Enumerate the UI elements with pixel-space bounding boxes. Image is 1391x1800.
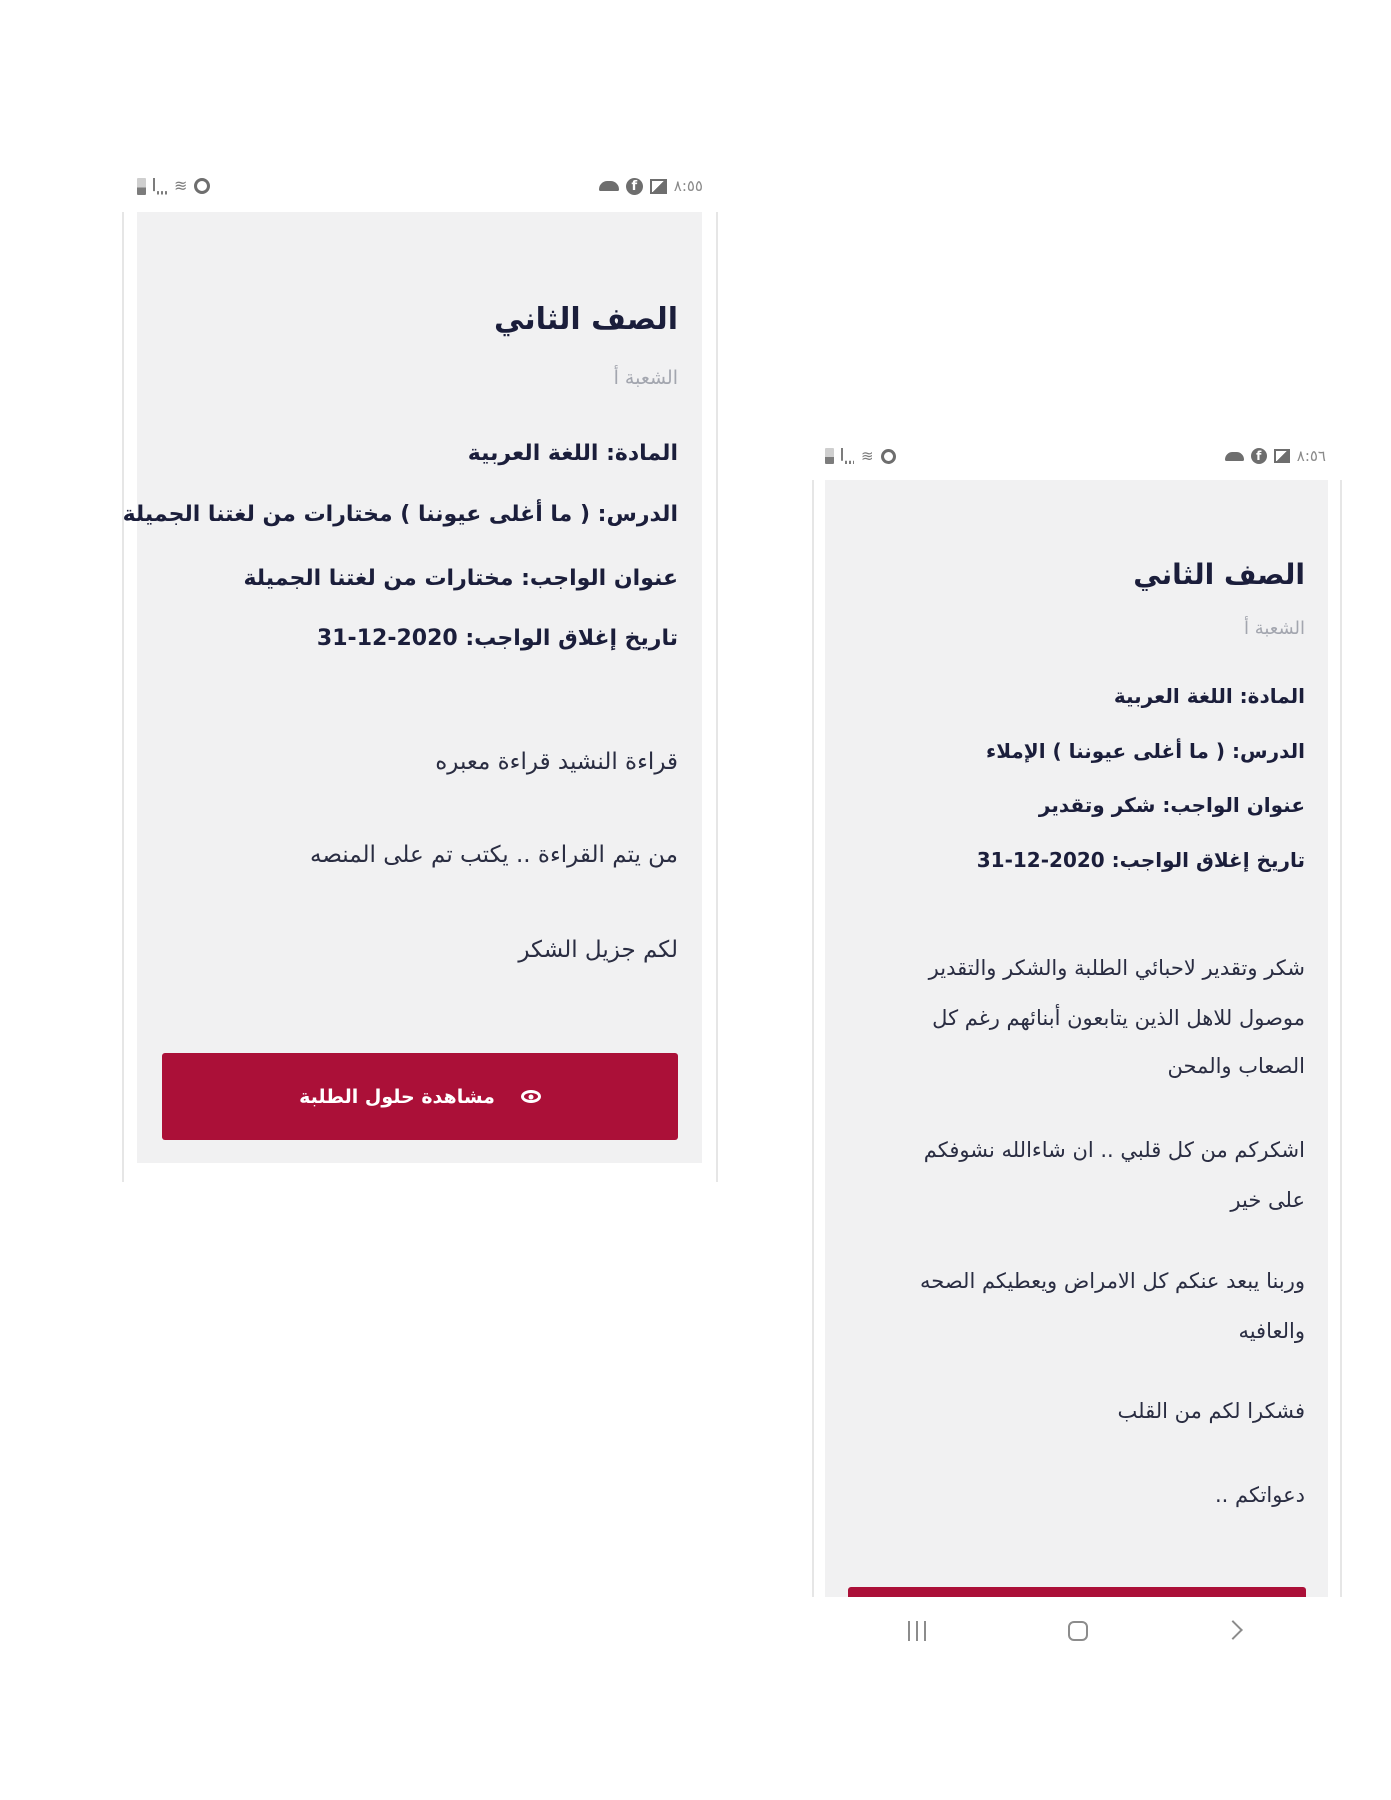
subject-field: المادة: اللغة العربية: [467, 441, 678, 466]
homework-body-line: الصعاب والمحن: [1167, 1054, 1305, 1078]
close-date-field: تاريخ إغلاق الواجب: 2020-12-31: [316, 626, 678, 651]
eye-icon: [521, 1090, 541, 1103]
homework-body-line: وربنا يبعد عنكم كل الامراض ويعطيكم الصحه: [920, 1269, 1305, 1293]
homework-body-line: شكر وتقدير لاحبائي الطلبة والشكر والتقدير: [928, 956, 1305, 980]
battery-icon: [825, 448, 834, 464]
close-date-field: تاريخ إغلاق الواجب: 2020-12-31: [976, 848, 1305, 872]
status-bar: [825, 444, 1326, 468]
alarm-icon: [881, 449, 896, 464]
left-frame-edge: [812, 480, 814, 1597]
homework-body-line: لكم جزيل الشكر: [518, 937, 678, 963]
gallery-icon: [650, 179, 667, 194]
homework-body-line: قراءة النشيد قراءة معبره: [435, 749, 678, 775]
homework-body-line: من يتم القراءة .. يكتب تم على المنصه: [309, 842, 678, 868]
battery-icon: [137, 178, 146, 195]
facebook-icon: f: [626, 178, 643, 195]
status-bar: [137, 174, 703, 198]
gallery-icon: [1274, 449, 1290, 463]
view-solutions-label: مشاهدة حلول الطلبة: [299, 1085, 495, 1108]
back-icon[interactable]: [1223, 1620, 1243, 1640]
cloud-icon: [1225, 452, 1244, 461]
home-icon[interactable]: [1068, 1621, 1088, 1641]
wifi-icon: ≋: [174, 176, 188, 195]
status-right-group: [599, 177, 703, 195]
view-student-solutions-button[interactable]: [162, 1053, 678, 1140]
signal-icon: [841, 448, 854, 464]
wifi-icon: ≋: [861, 446, 874, 465]
cloud-icon: [599, 181, 619, 191]
status-time: ٨:٥٥: [673, 177, 703, 195]
homework-body-line: فشكرا لكم من القلب: [1117, 1399, 1305, 1423]
status-left-group: [825, 448, 896, 464]
homework-card: [825, 480, 1328, 1597]
system-nav-bar: [812, 1597, 1342, 1667]
signal-icon: [153, 178, 167, 195]
recents-icon[interactable]: [908, 1621, 928, 1641]
homework-body-line: اشكركم من كل قلبي .. ان شاءالله نشوفكم: [923, 1138, 1305, 1162]
homework-body-line: على خير: [1230, 1188, 1305, 1212]
homework-body-line: والعافيه: [1238, 1319, 1305, 1343]
left-frame-edge: [122, 212, 124, 1182]
status-right-group: [1225, 447, 1326, 465]
section-label: الشعبة أ: [613, 367, 678, 389]
class-title: الصف الثاني: [1133, 558, 1305, 591]
right-frame-edge: [716, 212, 718, 1182]
view-student-solutions-button[interactable]: [848, 1587, 1306, 1597]
homework-card: [137, 212, 702, 1163]
subject-field: المادة: اللغة العربية: [1113, 684, 1305, 708]
status-time: ٨:٥٦: [1296, 447, 1326, 465]
right-frame-edge: [1340, 480, 1342, 1597]
homework-body-line: دعواتكم ..: [1214, 1483, 1305, 1507]
homework-title-field: عنوان الواجب: شكر وتقدير: [1038, 793, 1305, 817]
homework-title-field: عنوان الواجب: مختارات من لغتنا الجميلة: [243, 566, 678, 591]
status-left-group: [137, 178, 210, 195]
facebook-icon: f: [1251, 448, 1267, 464]
lesson-field: الدرس: ( ما أغلى عيوننا ) الإملاء: [986, 739, 1305, 763]
class-title: الصف الثاني: [494, 302, 678, 337]
section-label: الشعبة أ: [1243, 618, 1305, 639]
alarm-icon: [194, 178, 210, 194]
homework-body-line: موصول للاهل الذين يتابعون أبنائهم رغم كل: [932, 1006, 1305, 1030]
lesson-field: الدرس: ( ما أغلى عيوننا ) مختارات من لغتنا الجميلة: [122, 502, 678, 527]
